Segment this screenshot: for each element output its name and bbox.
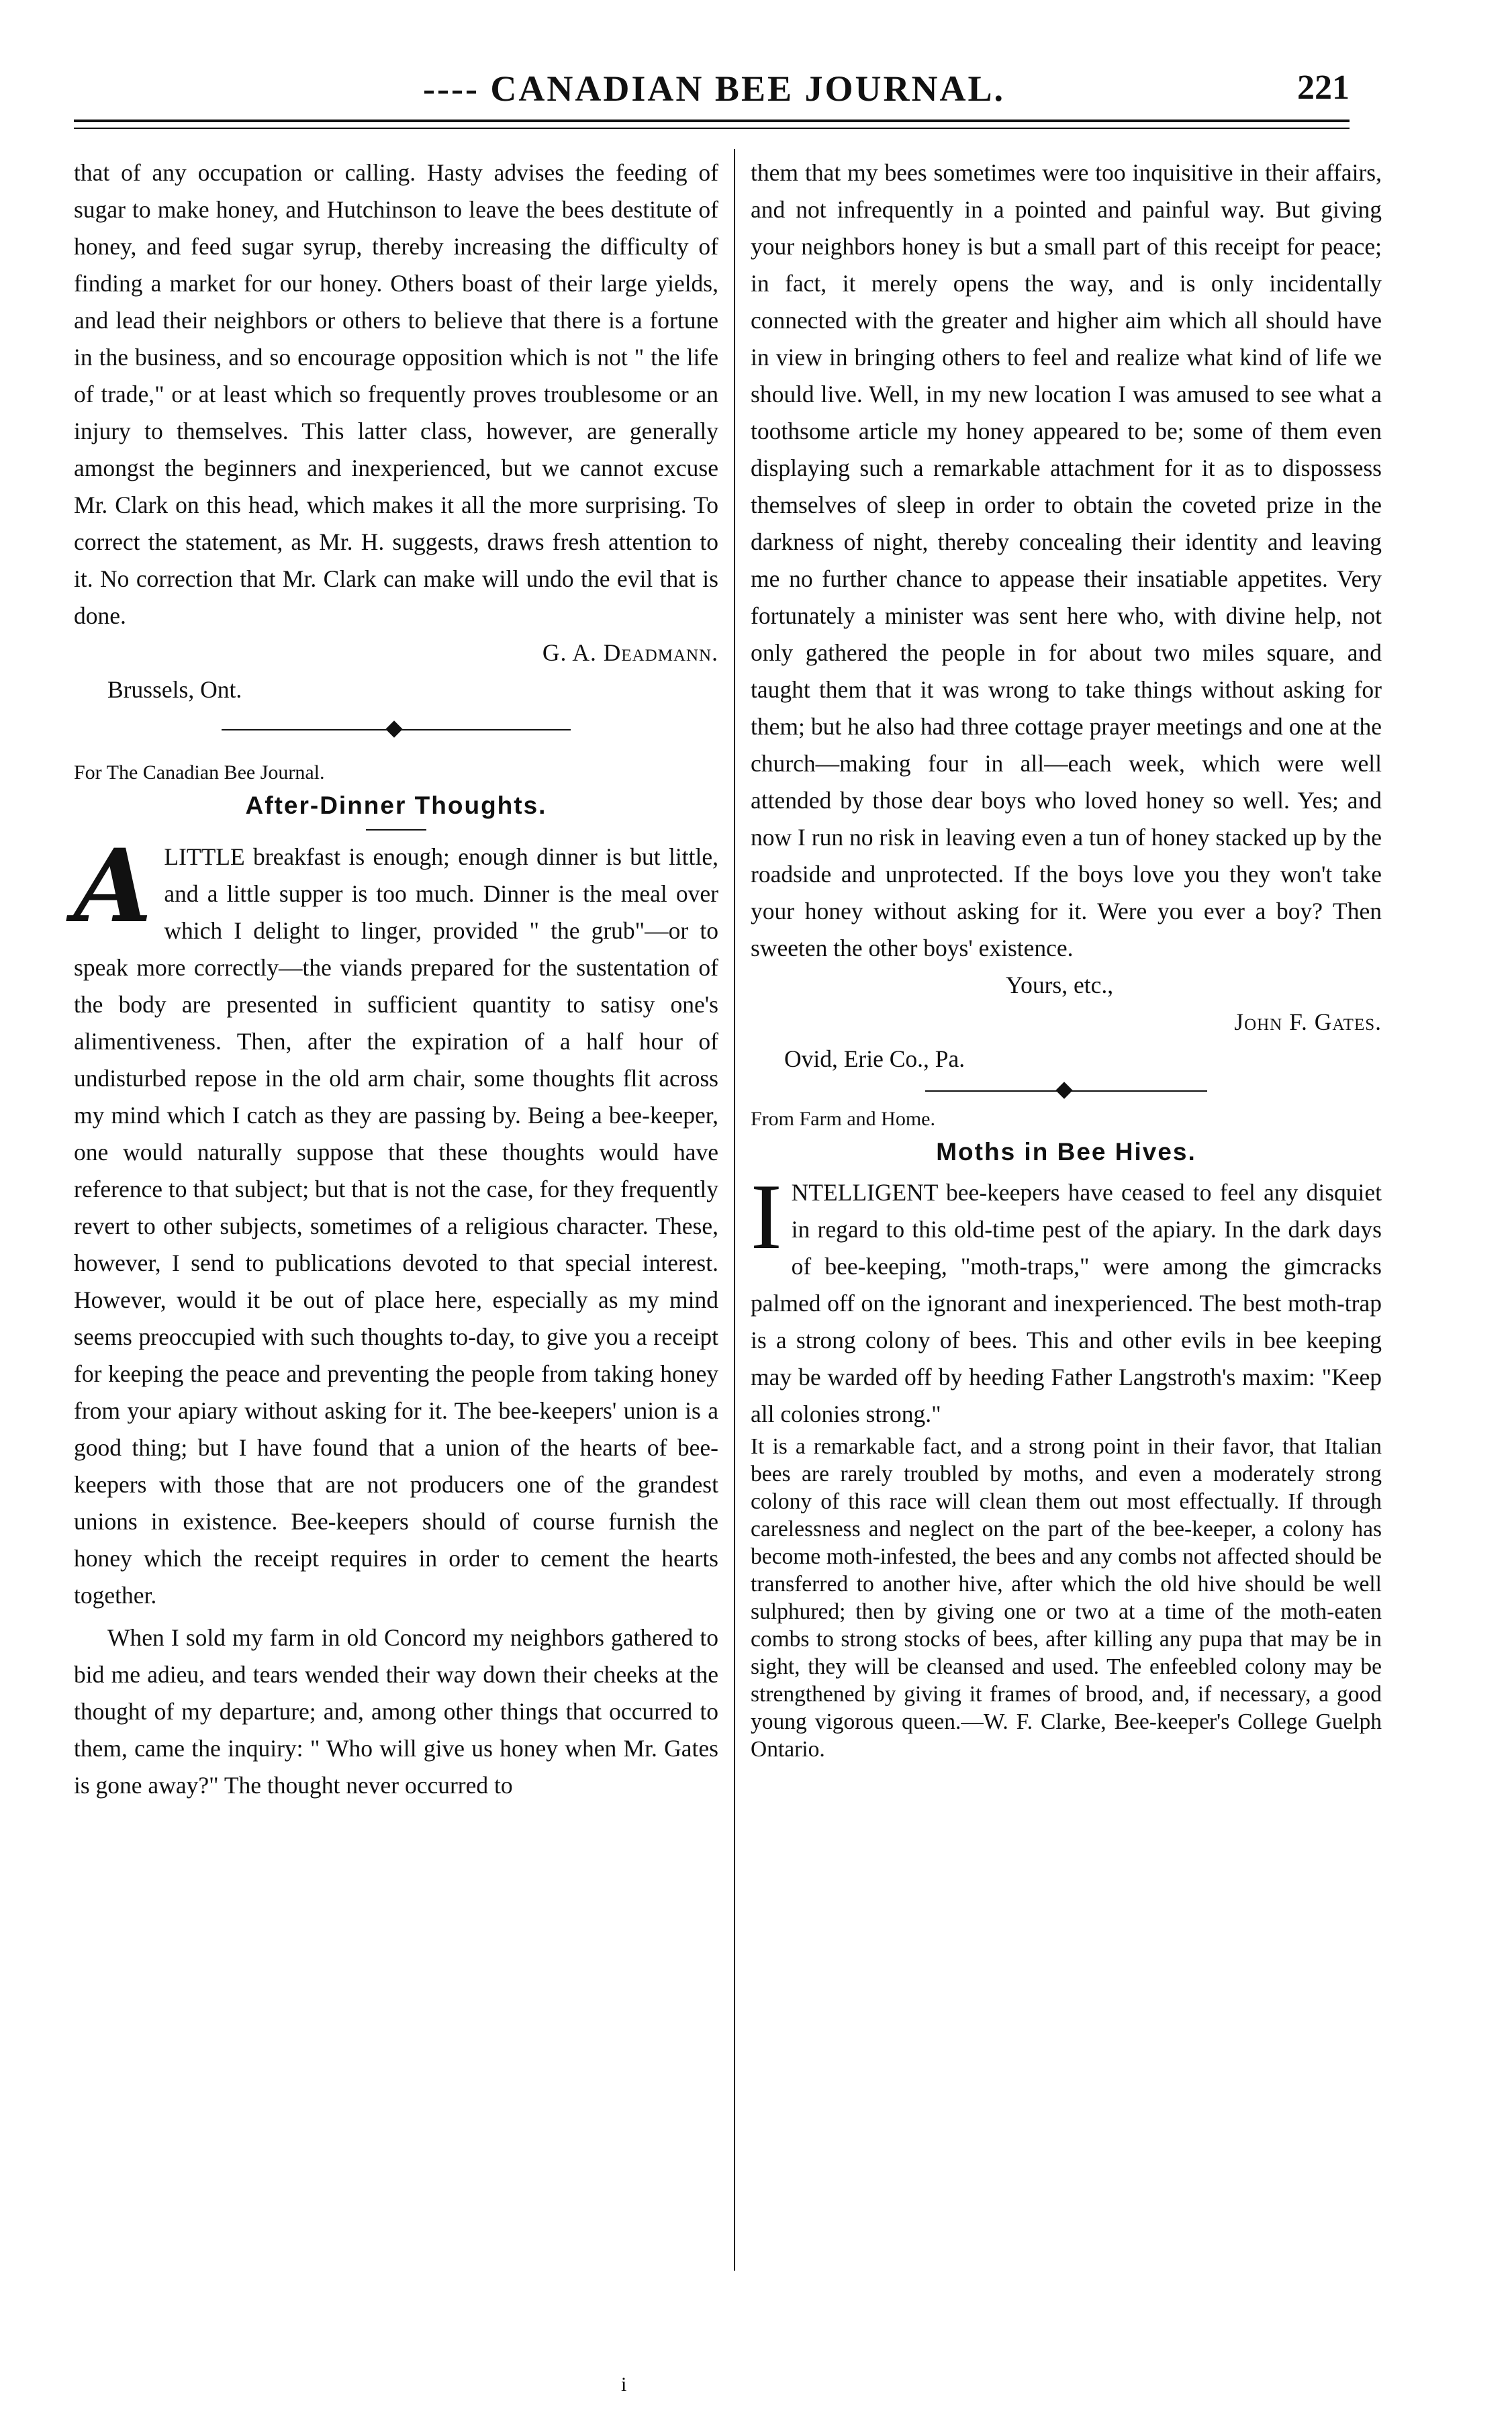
right-column (751, 154, 1382, 1763)
header-rule-thin (74, 128, 1350, 129)
author-signature: G. A. Deadmann. (542, 639, 718, 666)
column-divider (734, 149, 735, 2271)
section-divider (74, 716, 718, 743)
article-paragraph: that of any occupation or calling. Hasty advises the feeding of sugar to make honey, and Hutchinson to leave the bees destitute of honey, and feed sugar syrup, thereby increasing the difficulty of finding a market for our honey. Others boast of their large yields, and lead their neighbors or others to believe that there is a fortune in the business, and so encourage opposition which is not " the life of trade," or at least which so frequently proves troublesome or an injury to themselves. This latter class, however, are generally amongst the beginners and inexperienced, but we cannot excuse Mr. Clark on this head, which makes it all the more surprising. To correct the statement, as Mr. H. suggests, draws fresh attention to it. No correction that Mr. Clark can make will undo the evil that is done. (74, 159, 718, 629)
author-location: Ovid, Erie Co., Pa. (784, 1045, 965, 1072)
article-paragraph: When I sold my farm in old Concord my neighbors gathered to bid me adieu, and tears wended their way down their cheeks at the thought of my departure; and, among other things that occurred to them, came the inquiry: " Who will give us honey when Mr. Gates is gone away?" The thought never occurred to (74, 1624, 718, 1799)
article-source: From Farm and Home. (751, 1108, 935, 1130)
header-rule-thick (74, 120, 1350, 122)
drop-cap: I (751, 1165, 782, 1269)
article-paragraph: LITTLE breakfast is enough; enough dinner is but little, and a little supper is too much. Dinner is the meal over which I delight to linger, provided " the grub"—or to speak more correctly—the viands prepared for the sustentation of the body are presented in sufficient quantity to satisy one's alimentiveness. Then, after the expiration of a half hour of undisturbed repose in the old arm chair, some thoughts flit across my mind which I catch as they are passing by. Being a bee-keeper, one would naturally suppose that these thoughts would have reference to that subject; but that is not the case, for they frequently revert to other subjects, sometimes of a religious character. These, however, I send to publications devoted to that special interest. However, would it be out of place here, especially as my mind seems preoccupied with such thoughts to-day, to give you a receipt for keeping the peace and preventing the people from taking honey from your apiary without asking for it. The bee-keepers' union is a good thing; but I have found that a union of the hearts of bee-keepers with those that are not producers one of the grandest unions in existence. Bee-keepers should of course furnish the honey which the receipt requires in order to cement the hearts together. (74, 843, 718, 1609)
article-paragraph-small: It is a remarkable fact, and a strong point in their favor, that Italian bees are rarely troubled by moths, and even a moderately strong colony of this race will clean them out most effectually. If through carelessness and neglect on the part of the bee-keeper, a colony has become moth-infested, the bees and any combs not affected should be transferred to another hive, after which the old hive should be well sulphured; then by giving one or two at a time of the moth-eaten combs to strong stocks of bees, after killing any pupa that may be in sight, they will be cleansed and used. The enfeebled colony may be strengthened by giving it frames of brood, and, if necessary, a good young vigorous queen.—W. F. Clarke, Bee-keeper's College Guelph Ontario. (751, 1434, 1382, 1762)
article-title: After-Dinner Thoughts. (245, 792, 547, 819)
article-title: Moths in Bee Hives. (936, 1138, 1196, 1166)
page-header (74, 64, 1350, 117)
closing-line: Yours, etc., (1006, 972, 1114, 998)
article-paragraph: them that my bees sometimes were too inquisitive in their affairs, and not infrequently in a pointed and painful way. But giving your neighbors honey is but a small part of this receipt for peace; in fact, it merely opens the way, and is only incidentally connected with the greater and higher aim which all should have in view in bringing others to feel and realize what kind of life we should live. Well, in my new location I was amused to see what a toothsome article my honey appeared to be; some of them even displaying such a remarkable attachment for it as to dispossess themselves of sleep in order to obtain the coveted prize in the darkness of night, thereby concealing their identity and leaving me no further chance to appease their insatiable appetites. Very fortunately a minister was sent here who, with divine help, not only gathered the people in for about two miles square, and taught them that it was wrong to take things without asking for them; but he also had three cottage prayer meetings and one at the church—making four in all—each week, which were well attended by those dear boys who loved honey so well. Yes; and now I run no risk in leaving even a tun of honey stacked up by the roadside and unprotected. If the boys love you they won't take your honey without asking for it. Were you ever a boy? Then sweeten the other boys' existence. (751, 159, 1382, 961)
drop-cap: A (74, 827, 152, 945)
section-divider (751, 1078, 1382, 1104)
title-rule (366, 829, 426, 831)
article-source: For The Canadian Bee Journal. (74, 761, 325, 784)
author-location: Brussels, Ont. (107, 676, 242, 703)
page-number: 221 (1297, 68, 1350, 107)
left-column (74, 154, 718, 1804)
author-signature: John F. Gates. (1234, 1008, 1382, 1035)
article-paragraph: NTELLIGENT bee-keepers have ceased to feel any disquiet in regard to this old-time pest of the apiary. In the dark days of bee-keeping, "moth-traps," were among the gimcracks palmed off on the ignorant and inexperienced. The best moth-trap is a strong colony of bees. This and other evils in bee keeping may be warded off by heeding Father Langstroth's maxim: "Keep all colonies strong." (751, 1179, 1382, 1427)
journal-title: ---- CANADIAN BEE JOURNAL. (423, 68, 1005, 109)
footer-mark: i (621, 2373, 627, 2396)
